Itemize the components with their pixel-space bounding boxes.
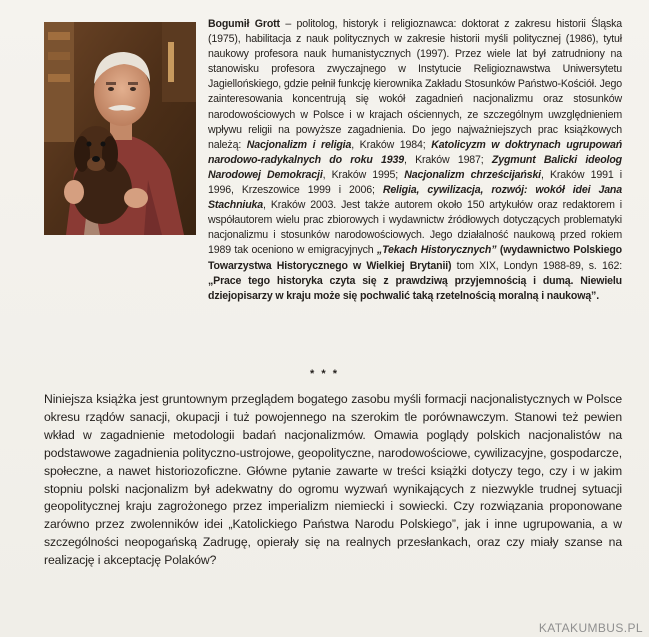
- author-name: Bogumił Grott: [208, 18, 280, 30]
- author-photo: [44, 22, 196, 235]
- work-title-1: Nacjonalizm i religia: [246, 138, 352, 151]
- journal-title: „Tekach Historycznych”: [376, 244, 497, 257]
- review-quote: „Prace tego historyka czyta się z prawdziwą przyjemnością i dumą. Niewielu dziejopisarzy w kraju może się pochwalić taką rzetelnością moralną i naukową”.: [208, 274, 622, 302]
- watermark: KATAKUMBUS.PL: [538, 621, 643, 635]
- author-with-dog-illustration: [44, 22, 196, 235]
- work-title-4: Nacjonalizm chrześcijański: [404, 168, 541, 181]
- bio-text-6: , Kraków 2003. Jest także autorem około 150 artykułów oraz redaktorem i współautorem wielu prac zbiorowych i wydawnictw źródłowych dotyczących problematyki nacjonalizmu i stosunków narodowościowych. Jego działalność naukową przed rokiem 1989 tak oceniono w emigracyjnych: [208, 199, 622, 257]
- author-bio-intro: [208, 17, 622, 304]
- work-title-5: Religia, cywilizacja, rozwój: wokół idei Jana Stachniuka: [208, 184, 622, 212]
- publisher-note: (wydawnictwo Polskiego Towarzystwa Historycznego w Wielkiej Brytanii): [208, 244, 622, 272]
- section-separator: * * *: [310, 368, 339, 380]
- bio-text-2: , Kraków 1984;: [351, 138, 432, 151]
- bio-text-5: , Kraków 1991 i 1996, Krzeszowice 1999 i 2006;: [208, 168, 623, 197]
- bio-text-4: , Kraków 1995;: [322, 168, 405, 181]
- work-title-2: Katolicyzm w doktrynach ugrupowań narodowo-radykalnych do roku 1939: [208, 138, 623, 166]
- work-title-3: Zygmunt Balicki ideolog Narodowej Demokracji: [208, 153, 622, 181]
- book-description: Niniejsza książka jest gruntownym przeglądem bogatego zasobu myśli formacji nacjonalistycznych w Polsce okresu rządów sanacji, okupacji i tuż powojennego na szerokim tle porównawczym. Stanowi też pewien wkład w zagadnienie metodologii badań nacjonalizmów. Omawia poglądy polskich nacjonalistów na podstawowe zagadnienia polityczno-ustrojowe, geopolityczne, narodowościowe, cywilizacyjne, gospodarcze, społeczne, a nawet historiozoficzne. Główne pytanie zawarte w treści książki dotyczy tego, czy i w jakim stopniu polski nacjonalizm był adekwatny do ogromu wyzwań wynikających z niezwykle trudnej sytuacji geopolitycznej kraju zagrożonego przez imperializm niemiecki i sowiecki. Czy rozwiązania proponowane zarówno przez zwolenników idei „Katolickiego Państwa Narodu Polskiego”, jak i inne ugrupowania, a w szczególności neopogańską Zadrugę, opierały się na realnych przesłankach, oraz czy miały szanse na realizację i akceptację Polaków?: [44, 392, 622, 568]
- bio-text-3: , Kraków 1987;: [403, 153, 492, 166]
- bio-text-1: – politolog, historyk i religioznawca: doktorat z zakresu historii Śląska (1975), habilitacja z nauk politycznych w zakresie historii myśli politycznej (1986), tytuł naukowy profesora nauk humanistycznych (1997). Przez wiele lat był zatrudniony na stanowisku profesora zwyczajnego w Instytucie Religioznawstwa Uniwersytetu Jagiellońskiego, gdzie pełnił funkcję kierownika Zakładu Stosunków Państwo-Kościół. Jego zainteresowania koncentrują się wokół zagadnień nacjonalizmu oraz stosunków narodowościowych w Polsce i w krajach ościennych, ze szczególnym uwzględnieniem wpływu religii na powyższe zagadnienia. Do jego najważniejszych prac książkowych należą:: [208, 18, 622, 151]
- bio-text-7: tom XIX, Londyn 1988-89, s. 162:: [451, 259, 622, 272]
